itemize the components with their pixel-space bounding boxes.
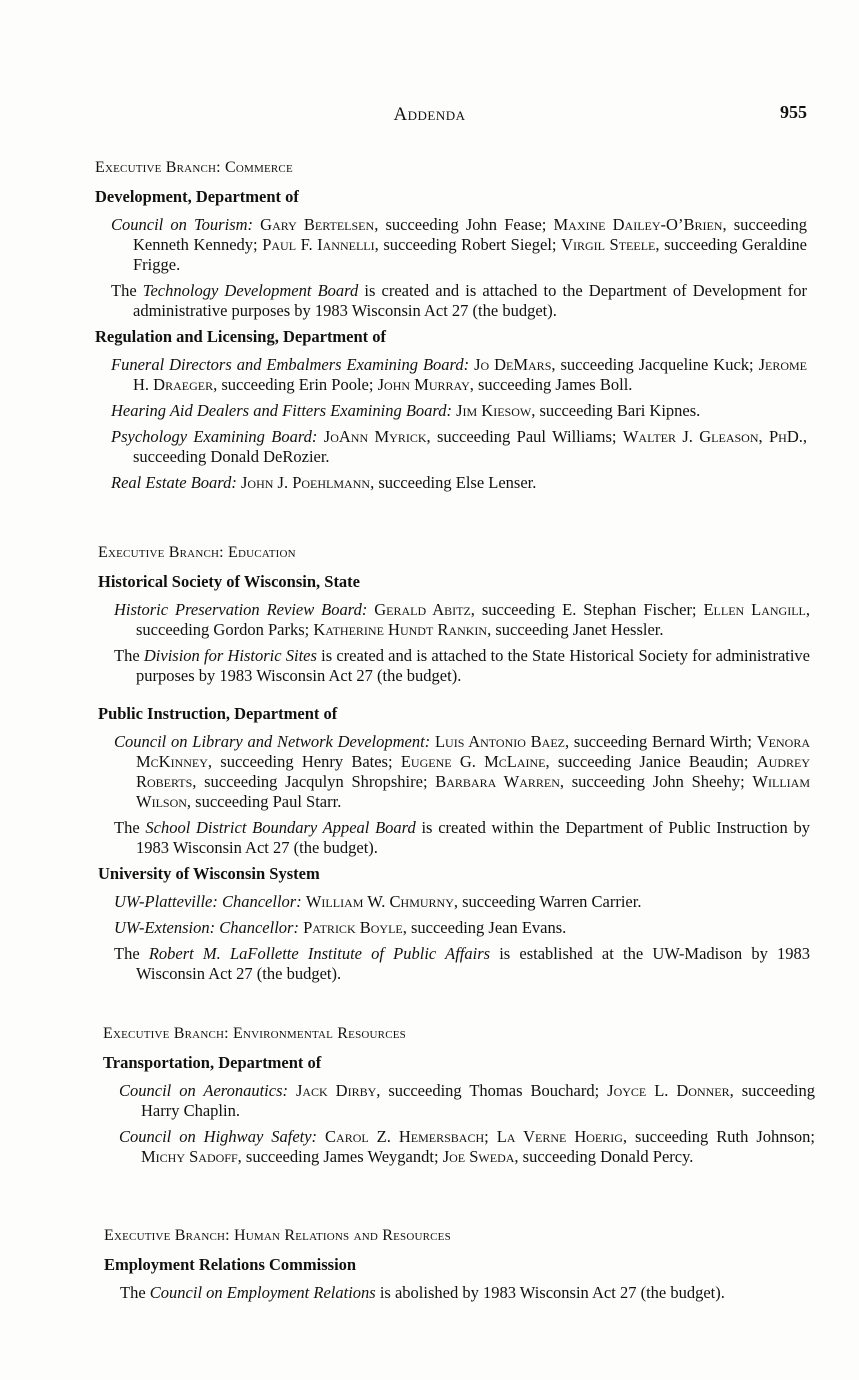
board-name: Historic Preservation Review Board:	[114, 600, 368, 619]
department-heading: Public Instruction, Department of	[98, 704, 338, 723]
entry-lead-text: The	[114, 646, 144, 665]
succession-text: , succeeding Donald DeRozier.	[133, 427, 808, 466]
branch-heading: Executive Branch: Commerce	[95, 159, 293, 176]
board-name: Council on Tourism:	[111, 215, 254, 234]
appointment-entry	[103, 1127, 815, 1167]
succession-text: , succeeding Henry Bates;	[207, 752, 401, 771]
board-name: Council on Highway Safety:	[119, 1127, 318, 1146]
appointee-name: Jo DeMars	[474, 355, 552, 374]
board-name: Funeral Directors and Embalmers Examining Board:	[111, 355, 470, 374]
succession-text: , succeeding Thomas Bouchard;	[376, 1081, 608, 1100]
succession-text: , succeeding Janet Hessler.	[487, 620, 664, 639]
running-head: Addenda	[393, 104, 466, 125]
appointment-entry	[95, 215, 807, 275]
appointment-entry	[98, 918, 810, 938]
appointee-name: William W. Chmurny	[305, 892, 454, 911]
appointment-entry	[95, 401, 807, 421]
entry-lead-text: The	[120, 1283, 150, 1302]
appointee-name: Luis Antonio Baez	[434, 732, 566, 751]
appointee-name: John J. Poehlmann	[241, 473, 371, 492]
succession-text: , succeeding Warren Carrier.	[453, 892, 642, 911]
appointment-entry	[98, 732, 810, 812]
appointee-name: Barbara Warren	[435, 772, 560, 791]
department-heading: Historical Society of Wisconsin, State	[98, 572, 361, 591]
entry-trailing-text: is abolished by 1983 Wisconsin Act 27 (the budget).	[375, 1283, 725, 1302]
appointee-name: Jerome H. Draeger	[133, 355, 807, 394]
appointee-name: John Murray	[377, 375, 470, 394]
appointee-name: Michy Sadoff	[141, 1147, 238, 1166]
appointee-name: Gerald Abitz	[374, 600, 471, 619]
appointee-name: William Wilson	[136, 772, 810, 811]
appointment-entry	[95, 355, 807, 395]
appointee-name: Eugene G. McLaine	[400, 752, 546, 771]
entry-trailing-text: is established at the UW-Madison by 1983 Wisconsin Act 27 (the budget).	[136, 944, 811, 983]
appointee-name: Walter J. Gleason, PhD.	[622, 427, 803, 446]
appointment-entry	[98, 892, 810, 912]
succession-text: , succeeding Bari Kipnes.	[531, 401, 701, 420]
succession-text: , succeeding Jacqulyn Shropshire;	[192, 772, 436, 791]
appointee-name: Joe Sweda	[442, 1147, 515, 1166]
succession-text: , succeeding John Sheehy;	[559, 772, 753, 791]
appointment-entry	[95, 473, 807, 493]
board-name: Division for Historic Sites	[143, 646, 317, 665]
appointee-name: Virgil Steele	[561, 235, 656, 254]
board-name: Council on Library and Network Development:	[114, 732, 431, 751]
department-heading: Transportation, Department of	[103, 1053, 322, 1072]
appointment-entry	[95, 427, 807, 467]
board-name: School District Boundary Appeal Board	[145, 818, 416, 837]
entry-lead-text: The	[114, 818, 146, 837]
appointment-entry	[98, 818, 810, 858]
succession-text: , succeeding Jean Evans.	[402, 918, 567, 937]
appointee-name: Venora McKinney	[136, 732, 810, 771]
entry-trailing-text: is created within the Department of Public Instruction by 1983 Wisconsin Act 27 (the budget).	[136, 818, 810, 857]
section-block	[95, 158, 807, 499]
succession-text: , succeeding James Boll.	[469, 375, 633, 394]
entry-lead-text: The	[111, 281, 143, 300]
entry-trailing-text: is created and is attached to the State Historical Society for administrative purposes by 1983 Wisconsin Act 27 (the budget).	[136, 646, 811, 685]
appointment-entry	[98, 944, 810, 984]
succession-text: , succeeding John Fease;	[374, 215, 554, 234]
branch-heading: Executive Branch: Environmental Resources	[103, 1025, 406, 1042]
department-heading: Development, Department of	[95, 187, 299, 206]
appointee-name: Carol Z. Hemersbach	[325, 1127, 485, 1146]
succession-text: , succeeding Harry Chaplin.	[141, 1081, 816, 1120]
board-name: UW-Platteville: Chancellor:	[114, 892, 302, 911]
board-name: Psychology Examining Board:	[111, 427, 318, 446]
entry-lead-text: The	[114, 944, 149, 963]
department-heading: Employment Relations Commission	[104, 1255, 357, 1274]
succession-text: , succeeding Else Lenser.	[370, 473, 537, 492]
appointment-entry	[98, 600, 810, 640]
appointment-entry	[104, 1283, 816, 1303]
appointment-entry	[103, 1081, 815, 1121]
section-block	[104, 1226, 816, 1309]
section-block	[103, 1024, 815, 1173]
succession-text: , succeeding Donald Percy.	[514, 1147, 694, 1166]
branch-heading: Executive Branch: Education	[98, 544, 296, 561]
succession-text: , succeeding Bernard Wirth;	[565, 732, 757, 751]
board-name: Real Estate Board:	[111, 473, 237, 492]
department-heading: University of Wisconsin System	[98, 864, 320, 883]
succession-text: , succeeding James Weygandt;	[237, 1147, 443, 1166]
succession-text: , succeeding Jacqueline Kuck;	[551, 355, 759, 374]
board-name: Technology Development Board	[142, 281, 359, 300]
entry-trailing-text: is created and is attached to the Department of Development for administrative purposes by 1983 Wisconsin Act 27 (the budget).	[133, 281, 807, 320]
appointee-name: Ellen Langill	[703, 600, 806, 619]
department-heading: Regulation and Licensing, Department of	[95, 327, 387, 346]
appointment-entry	[98, 646, 810, 686]
succession-text: , succeeding Paul Williams;	[426, 427, 623, 446]
appointment-entry	[95, 281, 807, 321]
succession-text: , succeeding Kenneth Kennedy;	[133, 215, 808, 254]
appointee-name: Audrey Roberts	[136, 752, 810, 791]
board-name: Council on Employment Relations	[149, 1283, 376, 1302]
succession-text: , succeeding Geraldine Frigge.	[133, 235, 807, 274]
board-name: UW-Extension: Chancellor:	[114, 918, 299, 937]
appointee-name: Paul F. Iannelli	[262, 235, 375, 254]
section-block	[98, 543, 810, 990]
board-name: Council on Aeronautics:	[119, 1081, 288, 1100]
succession-text: , succeeding Paul Starr.	[186, 792, 342, 811]
succession-text: , succeeding Erin Poole;	[213, 375, 378, 394]
appointee-name: Katherine Hundt Rankin	[313, 620, 488, 639]
succession-text: , succeeding Robert Siegel;	[374, 235, 562, 254]
appointee-name: Patrick Boyle	[303, 918, 403, 937]
page-number: 955	[780, 102, 807, 122]
board-name: Hearing Aid Dealers and Fitters Examining Board:	[111, 401, 452, 420]
succession-text: , succeeding Ruth Johnson;	[622, 1127, 816, 1146]
board-name: Robert M. LaFollette Institute of Public Affairs	[148, 944, 491, 963]
succession-text: , succeeding Gordon Parks;	[136, 600, 811, 639]
appointee-name: JoAnn Myrick	[323, 427, 427, 446]
succession-text: , succeeding Janice Beaudin;	[545, 752, 757, 771]
appointee-name: Joyce L. Donner	[607, 1081, 730, 1100]
branch-heading: Executive Branch: Human Relations and Resources	[104, 1227, 451, 1244]
succession-text: ;	[484, 1127, 497, 1146]
succession-text: , succeeding E. Stephan Fischer;	[470, 600, 704, 619]
appointee-name: Maxine Dailey-O’Brien	[553, 215, 723, 234]
appointee-name: Jack Dirby	[295, 1081, 377, 1100]
appointee-name: La Verne Hoerig	[496, 1127, 623, 1146]
appointee-name: Gary Bertelsen	[260, 215, 375, 234]
appointee-name: Jim Kiesow	[456, 401, 532, 420]
